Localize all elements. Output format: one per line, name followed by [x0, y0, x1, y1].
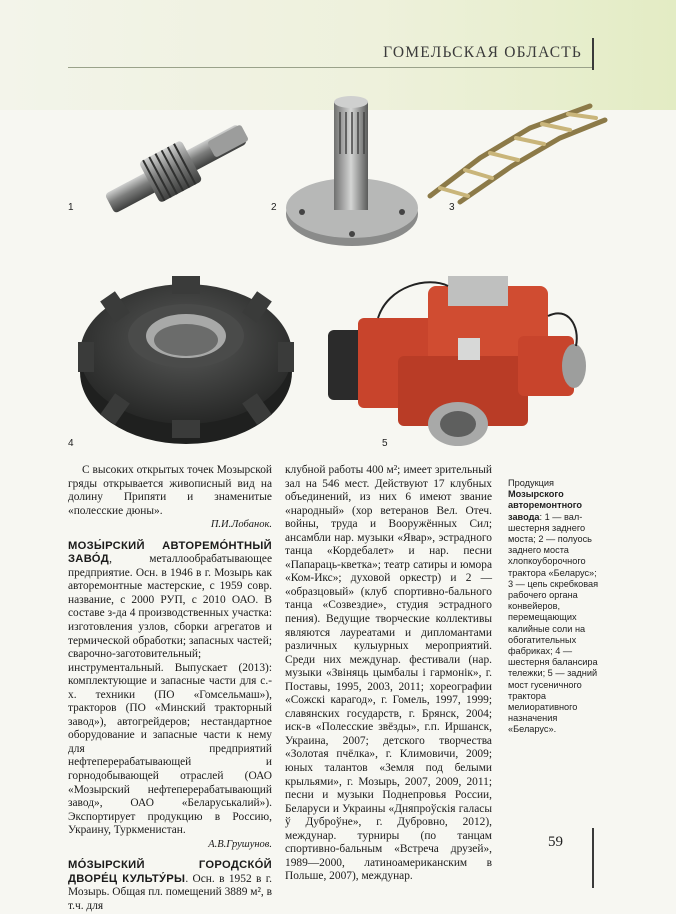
footer-bar: [592, 828, 594, 888]
region-title: ГОМЕЛЬСКАЯ ОБЛАСТЬ: [383, 44, 582, 61]
text-column-left: [68, 464, 272, 914]
article-body: . Осн. в 1952 в г. Мозырь. Общая пл. помещений 3889 м², в т.ч. для: [68, 872, 272, 912]
intro-paragraph: С высоких открытых точек Мозырской гряды открывается живописный вид на долину Припяти и знаменитые «полесские дюны».: [68, 464, 272, 517]
article-body: , металлообрабатывающее предприятие. Осн. в 1946 в г. Мозырь как авторемонтные мастерские, с 1959 совр. название, с 2000 РУП, с 2010 ОАО. В составе з-да 4 производственных участка: изготовления узлов, сборки агрегатов и термической обработки; запасных частей; сварочно-заготовительный; инструментальный. Выпускает (2013): комплектующие и запасные части для с.-х. техники (ПО «Гомсельмаш»), тракторов (ПО «Минский тракторный завод»), автогрейдеров; нестандартное оборудование и запасные части к нему для предприятий нефтеперерабатывающей и горнодобывающей отраслей (ОАО «Мозырский нефтеперерабатывающий завод», ОАО «Беларуськалий»). Экспортирует продукцию в Россию, Украину, Туркменистан.: [68, 553, 272, 837]
figure-number: 3: [449, 202, 455, 213]
figure-number: 2: [271, 202, 277, 213]
figure-number: 5: [382, 438, 388, 449]
intro-author: П.И.Лобанок.: [210, 519, 272, 531]
photo-caption: [508, 478, 604, 736]
article-palace-continued: клубной работы 400 м²; имеет зрительный зал на 546 мест. Действуют 17 клубных объединений, из них 6 имеют звание «народный» (хор ветеранов Вел. Отеч. войны, труда и Вооружённых Сил; ансамбли нар. музыки «Явар», эстрадного танца «Кордебалет» и нар. песни «Папараць-кветка»; театр сатиры и юмора «Ком-Икс»; духовой оркестр) и 2 — «образцовый» (клуб спортивно-бального танца «Созвездие», студия эстрадного пения). Ведущие творческие коллективы являются лауреатами и дипломантами различных кулыурных мероприятий. Среди них междунар. фестивали (нар. музыки «Звіняць цымбалы і гармонік», г. Поставы, 1995, 2003, 2011; хореографии «Сожскі карагод», г. Гомель, 1997, 1999; славянских государств, г. Брянск, 2004; иск-в «Полесские звёзды», г.п. Иршанск, Украина, 2007; детского творчества «Золотая пчёлка», г. Климовичи, 2009; юных талантов «Земля под белыми крыльями», г. Мозырь, 2007, 2009, 2011; песни и музыки Поднепровья России, Беларуси и Украины «Дняпроўскія галасы ў Дуброўне», г. Дубровно, 2012), междунар. турниры (по танцам спортивно-бальным «Встреча друзей», 1989—2000, латиноамериканским в Польше, 2007), междунар.: [285, 464, 492, 883]
page-number: 59: [548, 834, 563, 850]
scraper-chain-photo: [420, 98, 610, 208]
article-title: МОЗЫ́РСКИЙ АВТОРЕМО́НТНЫЙ ЗАВО́Д: [68, 539, 272, 566]
caption-text: : 1 — вал-шестерня заднего моста; 2 — полуось заднего моста хлопкоуборочного трактора «Беларус»; 3 — цепь скребковая рабочего органа конвейеров, перемещающих калийные соли на обогатительных фабриках; 4 — шестерня балансира тележки; 5 — задний мост гусеничного трактора мелиоративного назначения «Беларус».: [508, 511, 599, 735]
figure-number: 1: [68, 202, 74, 213]
figure-number: 4: [68, 438, 74, 449]
half-axle-photo: [280, 92, 420, 254]
article-author: А.В.Грушунов.: [208, 838, 272, 850]
article-title: МО́ЗЫРСКИЙ ГОРОДСКО́Й ДВОРЕ́Ц КУЛЬТУ́РЫ: [68, 859, 272, 885]
shaft-gear-photo: [90, 112, 260, 222]
gear-photo: [76, 262, 296, 452]
caption-lead: Продукция: [508, 478, 554, 488]
caption-subject: Мозырского авторемонтного завода: [508, 489, 583, 522]
header-bar: [592, 38, 594, 70]
article-autorepair: [68, 540, 272, 838]
axle-housing-photo: [318, 256, 590, 456]
header-rule: [68, 67, 592, 68]
text-column-right: [285, 464, 492, 884]
article-palace: [68, 859, 272, 913]
